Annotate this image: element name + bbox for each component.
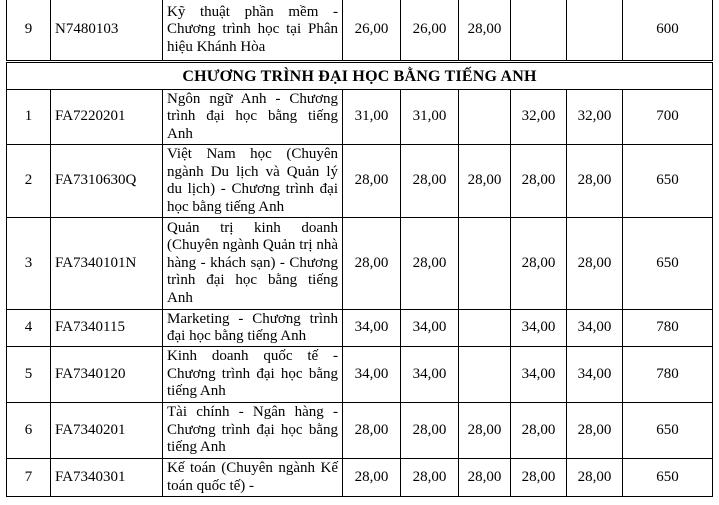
score-cell: 28,00 [343, 145, 401, 218]
score-cell: 32,00 [567, 90, 623, 145]
score-cell: 28,00 [567, 459, 623, 497]
program-code: FA7310630Q [51, 145, 163, 218]
program-name: Việt Nam học (Chuyên ngành Du lịch và Quản lý du lịch) - Chương trình đại học bằng tiếng Anh [163, 145, 343, 218]
program-code: FA7340201 [51, 403, 163, 459]
score-cell: 34,00 [343, 310, 401, 347]
score-cell: 700 [623, 90, 713, 145]
score-cell: 28,00 [401, 145, 459, 218]
program-code: FA7340120 [51, 347, 163, 403]
score-cell: 32,00 [511, 90, 567, 145]
row-index: 2 [7, 145, 51, 218]
score-cell [459, 218, 511, 310]
score-cell: 28,00 [343, 403, 401, 459]
table-row [7, 403, 713, 459]
program-name: Kế toán (Chuyên ngành Kế toán quốc tế) - [163, 459, 343, 497]
table-row [7, 0, 713, 62]
score-cell: 34,00 [567, 347, 623, 403]
score-cell: 28,00 [567, 218, 623, 310]
program-code: FA7340301 [51, 459, 163, 497]
program-code: FA7340115 [51, 310, 163, 347]
program-code: FA7340101N [51, 218, 163, 310]
row-index: 4 [7, 310, 51, 347]
program-name: Tài chính - Ngân hàng - Chương trình đại học bằng tiếng Anh [163, 403, 343, 459]
score-cell: 28,00 [511, 459, 567, 497]
score-cell: 26,00 [401, 0, 459, 62]
score-cell: 28,00 [401, 403, 459, 459]
program-name: Marketing - Chương trình đại học bằng tiếng Anh [163, 310, 343, 347]
score-cell: 26,00 [343, 0, 401, 62]
row-index: 5 [7, 347, 51, 403]
score-cell: 34,00 [401, 347, 459, 403]
admission-table [6, 0, 713, 497]
score-cell: 28,00 [567, 145, 623, 218]
section-title: CHƯƠNG TRÌNH ĐẠI HỌC BẰNG TIẾNG ANH [7, 62, 713, 90]
program-name: Quản trị kinh doanh (Chuyên ngành Quản trị nhà hàng - khách sạn) - Chương trình đại học bằng tiếng Anh [163, 218, 343, 310]
score-cell: 28,00 [401, 218, 459, 310]
row-index: 7 [7, 459, 51, 497]
row-index: 6 [7, 403, 51, 459]
score-cell: 28,00 [511, 403, 567, 459]
score-cell [511, 0, 567, 62]
score-cell: 28,00 [511, 145, 567, 218]
program-name: Kỹ thuật phần mềm - Chương trình học tại Phân hiệu Khánh Hòa [163, 0, 343, 62]
score-cell: 28,00 [459, 403, 511, 459]
table-row [7, 347, 713, 403]
score-cell: 34,00 [511, 310, 567, 347]
program-code: N7480103 [51, 0, 163, 62]
row-index: 3 [7, 218, 51, 310]
score-cell: 34,00 [401, 310, 459, 347]
score-cell [459, 347, 511, 403]
score-cell: 650 [623, 403, 713, 459]
score-cell: 31,00 [343, 90, 401, 145]
score-cell: 28,00 [401, 459, 459, 497]
score-cell: 600 [623, 0, 713, 62]
table-row [7, 459, 713, 497]
row-index: 9 [7, 0, 51, 62]
table-row [7, 310, 713, 347]
score-cell: 28,00 [459, 145, 511, 218]
section-row [7, 62, 713, 90]
table-row [7, 218, 713, 310]
score-cell: 34,00 [567, 310, 623, 347]
program-name: Kinh doanh quốc tế - Chương trình đại học bằng tiếng Anh [163, 347, 343, 403]
score-cell: 28,00 [343, 459, 401, 497]
score-cell: 28,00 [567, 403, 623, 459]
table-row [7, 90, 713, 145]
score-cell: 28,00 [511, 218, 567, 310]
score-cell: 780 [623, 347, 713, 403]
score-cell: 780 [623, 310, 713, 347]
score-cell [459, 310, 511, 347]
score-cell: 31,00 [401, 90, 459, 145]
program-name: Ngôn ngữ Anh - Chương trình đại học bằng tiếng Anh [163, 90, 343, 145]
row-index: 1 [7, 90, 51, 145]
score-cell: 650 [623, 459, 713, 497]
score-cell: 650 [623, 145, 713, 218]
score-cell: 28,00 [459, 459, 511, 497]
score-cell: 28,00 [459, 0, 511, 62]
score-cell [567, 0, 623, 62]
score-cell [459, 90, 511, 145]
score-cell: 34,00 [511, 347, 567, 403]
score-cell: 650 [623, 218, 713, 310]
table-row [7, 145, 713, 218]
program-code: FA7220201 [51, 90, 163, 145]
score-cell: 34,00 [343, 347, 401, 403]
score-cell: 28,00 [343, 218, 401, 310]
